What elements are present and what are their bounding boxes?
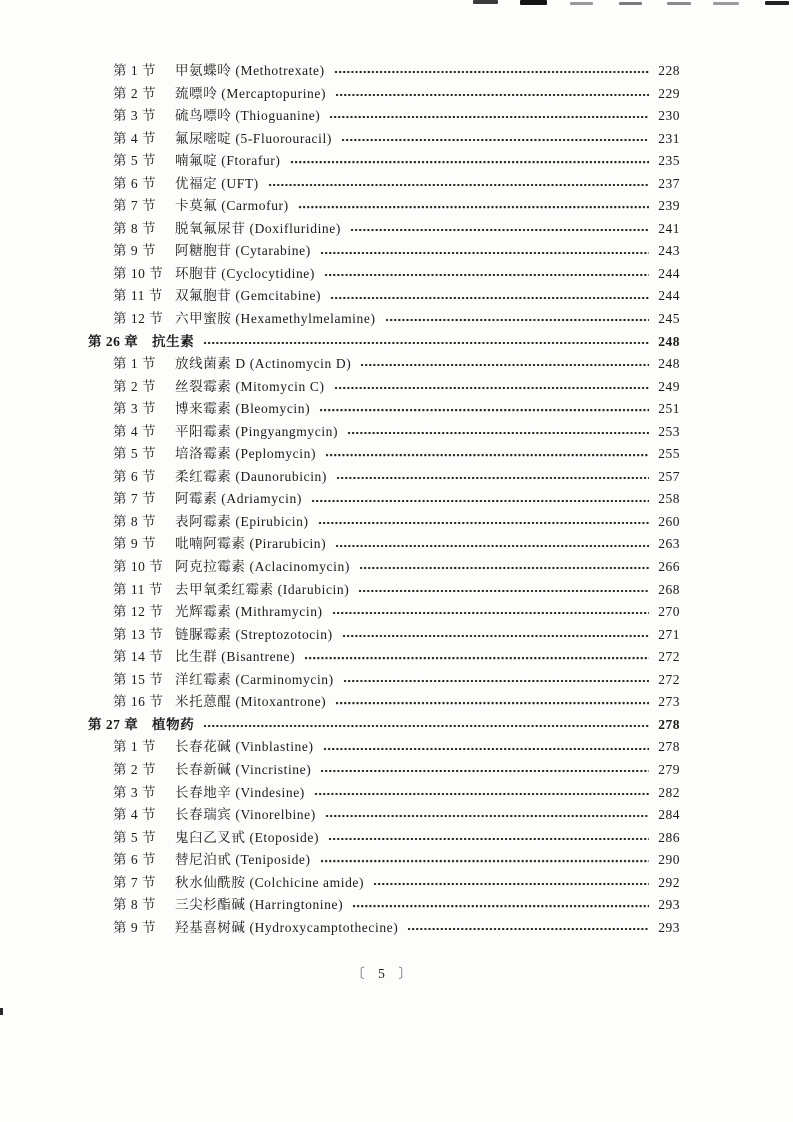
toc-entry <box>88 308 680 331</box>
toc-entry <box>88 669 680 692</box>
toc-entry-page: 268 <box>658 581 680 597</box>
toc-entry-page: 282 <box>658 784 680 800</box>
toc-entry-label: 第 7 节 <box>113 874 156 890</box>
scan-artifact-speck <box>0 1008 3 1015</box>
toc-entry-page: 271 <box>658 626 680 642</box>
toc-entry <box>88 917 680 940</box>
toc-entry-label: 第 10 节 <box>113 265 164 281</box>
toc-entry <box>88 105 680 128</box>
dot-leader-icon <box>298 205 649 209</box>
toc-entry-title: 去甲氧柔红霉素 (Idarubicin) <box>175 581 350 597</box>
toc-entry-page: 231 <box>658 130 680 146</box>
toc-entry-page: 257 <box>658 468 680 484</box>
toc-entry-label: 第 1 节 <box>113 63 156 78</box>
toc-entry-page: 273 <box>658 694 680 710</box>
toc-entry <box>88 240 680 263</box>
toc-entry-title: 光辉霉素 (Mithramycin) <box>175 604 323 620</box>
toc-entry-label: 第 6 节 <box>113 852 156 868</box>
toc-entry-title: 阿克拉霉素 (Aclacinomycin) <box>175 559 350 575</box>
toc-entry-page: 244 <box>658 288 680 304</box>
toc-entry-title: 阿糖胞苷 (Cytarabine) <box>175 243 311 259</box>
scan-artifact-dash <box>667 2 691 5</box>
toc-entry <box>88 421 680 444</box>
toc-entry <box>88 804 680 827</box>
toc-entry-label: 第 8 节 <box>113 897 156 913</box>
toc-entry-label: 第 4 节 <box>113 807 156 823</box>
toc-entry-page: 270 <box>658 604 680 620</box>
toc-entry-label: 第 6 节 <box>113 175 156 191</box>
toc-entry-label: 第 7 节 <box>113 198 156 214</box>
toc-entry-label: 第 5 节 <box>113 446 156 462</box>
toc-entry-label: 第 15 节 <box>113 671 164 687</box>
toc-entry-label: 第 12 节 <box>113 311 164 327</box>
toc-entry-title: 比生群 (Bisantrene) <box>175 649 296 665</box>
toc-entry-label: 第 27 章 <box>88 716 139 732</box>
dot-leader-icon <box>359 566 649 570</box>
toc-entry-page: 293 <box>658 897 680 913</box>
toc-entry-page: 237 <box>658 175 680 191</box>
dot-leader-icon <box>323 747 649 751</box>
toc-entry-title: 米托蒽醌 (Mitoxantrone) <box>175 694 327 710</box>
dot-leader-icon <box>373 882 649 886</box>
dot-leader-icon <box>342 634 649 638</box>
dot-leader-icon <box>320 251 649 255</box>
toc-entry-label: 第 3 节 <box>113 108 156 124</box>
toc-entry-page: 272 <box>658 649 680 665</box>
toc-entry-page: 255 <box>658 446 680 462</box>
toc-entry <box>88 195 680 218</box>
dot-leader-icon <box>334 70 649 74</box>
toc-entry-label: 第 2 节 <box>113 761 156 777</box>
toc-entry-label: 第 12 节 <box>113 604 164 620</box>
toc-entry <box>88 894 680 917</box>
toc-entry-title: 卡莫氟 (Carmofur) <box>175 198 289 214</box>
dot-leader-icon <box>334 386 649 390</box>
toc-entry-label: 第 16 节 <box>113 694 164 710</box>
toc-entry <box>88 827 680 850</box>
dot-leader-icon <box>341 138 649 142</box>
dot-leader-icon <box>324 273 649 277</box>
toc-entry-label: 第 4 节 <box>113 130 156 146</box>
toc-entry-label: 第 5 节 <box>113 153 156 169</box>
toc-entry-label: 第 7 节 <box>113 491 156 507</box>
toc-entry <box>88 579 680 602</box>
dot-leader-icon <box>407 927 649 931</box>
toc-entry-title: 长春地辛 (Vindesine) <box>175 784 305 800</box>
toc-entry <box>88 488 680 511</box>
toc-entry-page: 235 <box>658 153 680 169</box>
toc-entry-label: 第 26 章 <box>88 333 139 349</box>
scan-artifact-dash <box>520 0 547 5</box>
toc-entry-label: 第 2 节 <box>113 378 156 394</box>
toc-entry-page: 286 <box>658 829 680 845</box>
toc-entry <box>88 150 680 173</box>
toc-entry-page: 278 <box>658 739 680 755</box>
dot-leader-icon <box>350 228 649 232</box>
toc-entry-title: 放线菌素 D (Actinomycin D) <box>175 356 352 372</box>
toc-entry-page: 243 <box>658 243 680 259</box>
dot-leader-icon <box>304 656 649 660</box>
toc-entry <box>88 443 680 466</box>
dot-leader-icon <box>328 837 649 841</box>
scan-artifact-dash <box>619 2 642 5</box>
toc-entry-title: 平阳霉素 (Pingyangmycin) <box>175 423 339 439</box>
page-number-footer: 〔 5 〕 <box>351 966 417 981</box>
toc-entry-title: 长春瑞宾 (Vinorelbine) <box>175 807 316 823</box>
toc-entry-title: 长春花碱 (Vinblastine) <box>175 739 314 755</box>
dot-leader-icon <box>360 363 649 367</box>
dot-leader-icon <box>290 160 649 164</box>
toc-entry-page: 293 <box>658 919 680 935</box>
toc-entry-label: 第 9 节 <box>113 536 156 552</box>
toc-entry-title: 秋水仙酰胺 (Colchicine amide) <box>175 874 365 890</box>
toc-entry-page: 278 <box>658 716 680 732</box>
toc-entry-page: 248 <box>658 356 680 372</box>
toc-entry-title: 优福定 (UFT) <box>175 175 259 191</box>
toc-entry <box>88 872 680 895</box>
toc-entry-page: 241 <box>658 220 680 236</box>
toc-entry-page: 290 <box>658 852 680 868</box>
toc-entry-title: 六甲蜜胺 (Hexamethylmelamine) <box>175 311 376 327</box>
toc-entry <box>88 331 680 354</box>
toc-entry-page: 249 <box>658 378 680 394</box>
toc-entry <box>88 714 680 737</box>
toc-entry <box>88 759 680 782</box>
toc-entry-label: 第 8 节 <box>113 513 156 529</box>
toc-entry-title: 柔红霉素 (Daunorubicin) <box>175 468 327 484</box>
toc-entry-title: 硫鸟嘌呤 (Thioguanine) <box>175 108 321 124</box>
toc-entry-page: 239 <box>658 198 680 214</box>
toc-entry-title: 阿霉素 (Adriamycin) <box>175 491 302 507</box>
scan-artifact-dash <box>713 2 739 5</box>
toc-entry <box>88 263 680 286</box>
dot-leader-icon <box>314 792 649 796</box>
toc-entry-title: 甲氨蝶呤 (Methotrexate) <box>175 63 325 78</box>
dot-leader-icon <box>330 296 649 300</box>
toc-entry-title: 鬼臼乙叉甙 (Etoposide) <box>175 829 320 845</box>
toc-entry-page: 229 <box>658 85 680 101</box>
toc-entry <box>88 83 680 106</box>
toc-entry <box>88 398 680 421</box>
scan-artifact-dash <box>570 2 593 5</box>
toc-entry-label: 第 9 节 <box>113 243 156 259</box>
toc-entry <box>88 646 680 669</box>
dot-leader-icon <box>203 724 649 728</box>
toc-entry-title: 博来霉素 (Bleomycin) <box>175 401 311 417</box>
toc-entry-title: 培洛霉素 (Peplomycin) <box>175 446 317 462</box>
toc-entry-page: 253 <box>658 423 680 439</box>
toc-entry <box>88 556 680 579</box>
toc-entry-label: 第 3 节 <box>113 401 156 417</box>
toc-entry-title: 链脲霉素 (Streptozotocin) <box>175 626 333 642</box>
toc-entry-page: 228 <box>658 63 680 78</box>
toc-entry <box>88 624 680 647</box>
toc-entry-page: 258 <box>658 491 680 507</box>
toc-entry-page: 251 <box>658 401 680 417</box>
dot-leader-icon <box>329 115 649 119</box>
toc-entry-label: 第 13 节 <box>113 626 164 642</box>
toc-entry <box>88 511 680 534</box>
dot-leader-icon <box>320 769 649 773</box>
toc-entry-title: 洋红霉素 (Carminomycin) <box>175 671 334 687</box>
toc-entry-title: 环胞苷 (Cyclocytidine) <box>175 265 315 281</box>
toc-entry <box>88 736 680 759</box>
toc-entry-page: 272 <box>658 671 680 687</box>
toc-entry-page: 284 <box>658 807 680 823</box>
dot-leader-icon <box>335 93 649 97</box>
toc-entry-page: 266 <box>658 559 680 575</box>
dot-leader-icon <box>268 183 649 187</box>
dot-leader-icon <box>311 499 649 503</box>
toc-entry-page: 279 <box>658 761 680 777</box>
toc-entry-page: 245 <box>658 311 680 327</box>
toc-entry-label: 第 9 节 <box>113 919 156 935</box>
toc-entry-label: 第 2 节 <box>113 85 156 101</box>
toc-entry <box>88 353 680 376</box>
toc-entry <box>88 173 680 196</box>
dot-leader-icon <box>325 453 649 457</box>
toc-entry <box>88 782 680 805</box>
toc-entry-title: 抗生素 <box>152 333 195 349</box>
dot-leader-icon <box>385 318 649 322</box>
toc-entry <box>88 533 680 556</box>
toc-entry-title: 巯嘌呤 (Mercaptopurine) <box>175 85 327 101</box>
toc-entry-label: 第 8 节 <box>113 220 156 236</box>
dot-leader-icon <box>347 431 649 435</box>
toc-entry-label: 第 11 节 <box>113 288 163 304</box>
dot-leader-icon <box>325 814 649 818</box>
dot-leader-icon <box>332 611 649 615</box>
dot-leader-icon <box>352 904 649 908</box>
toc-entry-page: 292 <box>658 874 680 890</box>
toc-entry-label: 第 14 节 <box>113 649 164 665</box>
toc-entry <box>88 691 680 714</box>
dot-leader-icon <box>358 589 649 593</box>
dot-leader-icon <box>203 341 649 345</box>
toc-entry-title: 三尖杉酯碱 (Harringtonine) <box>175 897 344 913</box>
toc-entry-title: 喃氟啶 (Ftorafur) <box>175 153 281 169</box>
toc-entry-title: 吡喃阿霉素 (Pirarubicin) <box>175 536 327 552</box>
toc-entry <box>88 601 680 624</box>
toc-entry-title: 植物药 <box>152 716 195 732</box>
dot-leader-icon <box>335 701 649 705</box>
toc-entry-title: 表阿霉素 (Epirubicin) <box>175 513 309 529</box>
toc-entry-page: 248 <box>658 333 680 349</box>
toc-entry-label: 第 1 节 <box>113 739 156 755</box>
toc-entry <box>88 60 680 83</box>
dot-leader-icon <box>343 679 649 683</box>
dot-leader-icon <box>335 544 649 548</box>
toc-entry-label: 第 5 节 <box>113 829 156 845</box>
toc-entry-label: 第 3 节 <box>113 784 156 800</box>
toc-entry-page: 244 <box>658 265 680 281</box>
toc-entry-label: 第 6 节 <box>113 468 156 484</box>
toc-entry <box>88 285 680 308</box>
toc-entry <box>88 218 680 241</box>
toc-entry-title: 脱氧氟尿苷 (Doxifluridine) <box>175 220 341 236</box>
toc-entry-title: 羟基喜树碱 (Hydroxycamptothecine) <box>175 919 399 935</box>
toc-entry <box>88 128 680 151</box>
toc-entry-label: 第 10 节 <box>113 559 164 575</box>
dot-leader-icon <box>318 521 649 525</box>
table-of-contents <box>88 60 680 939</box>
toc-entry-page: 260 <box>658 513 680 529</box>
toc-entry-title: 双氟胞苷 (Gemcitabine) <box>175 288 322 304</box>
scan-artifact-dash <box>765 1 789 5</box>
toc-entry-label: 第 11 节 <box>113 581 163 597</box>
toc-entry-title: 长春新碱 (Vincristine) <box>175 761 312 777</box>
toc-entry-label: 第 4 节 <box>113 423 156 439</box>
dot-leader-icon <box>319 408 649 412</box>
toc-entry <box>88 849 680 872</box>
toc-entry <box>88 376 680 399</box>
toc-entry-title: 氟尿嘧啶 (5-Fluorouracil) <box>175 130 332 146</box>
toc-entry-label: 第 1 节 <box>113 356 156 372</box>
toc-entry-title: 丝裂霉素 (Mitomycin C) <box>175 378 325 394</box>
toc-entry-page: 230 <box>658 108 680 124</box>
toc-entry-page: 263 <box>658 536 680 552</box>
toc-entry <box>88 466 680 489</box>
toc-entry-title: 替尼泊甙 (Teniposide) <box>175 852 311 868</box>
scan-artifact-dash <box>473 0 498 4</box>
dot-leader-icon <box>320 859 649 863</box>
dot-leader-icon <box>336 476 649 480</box>
